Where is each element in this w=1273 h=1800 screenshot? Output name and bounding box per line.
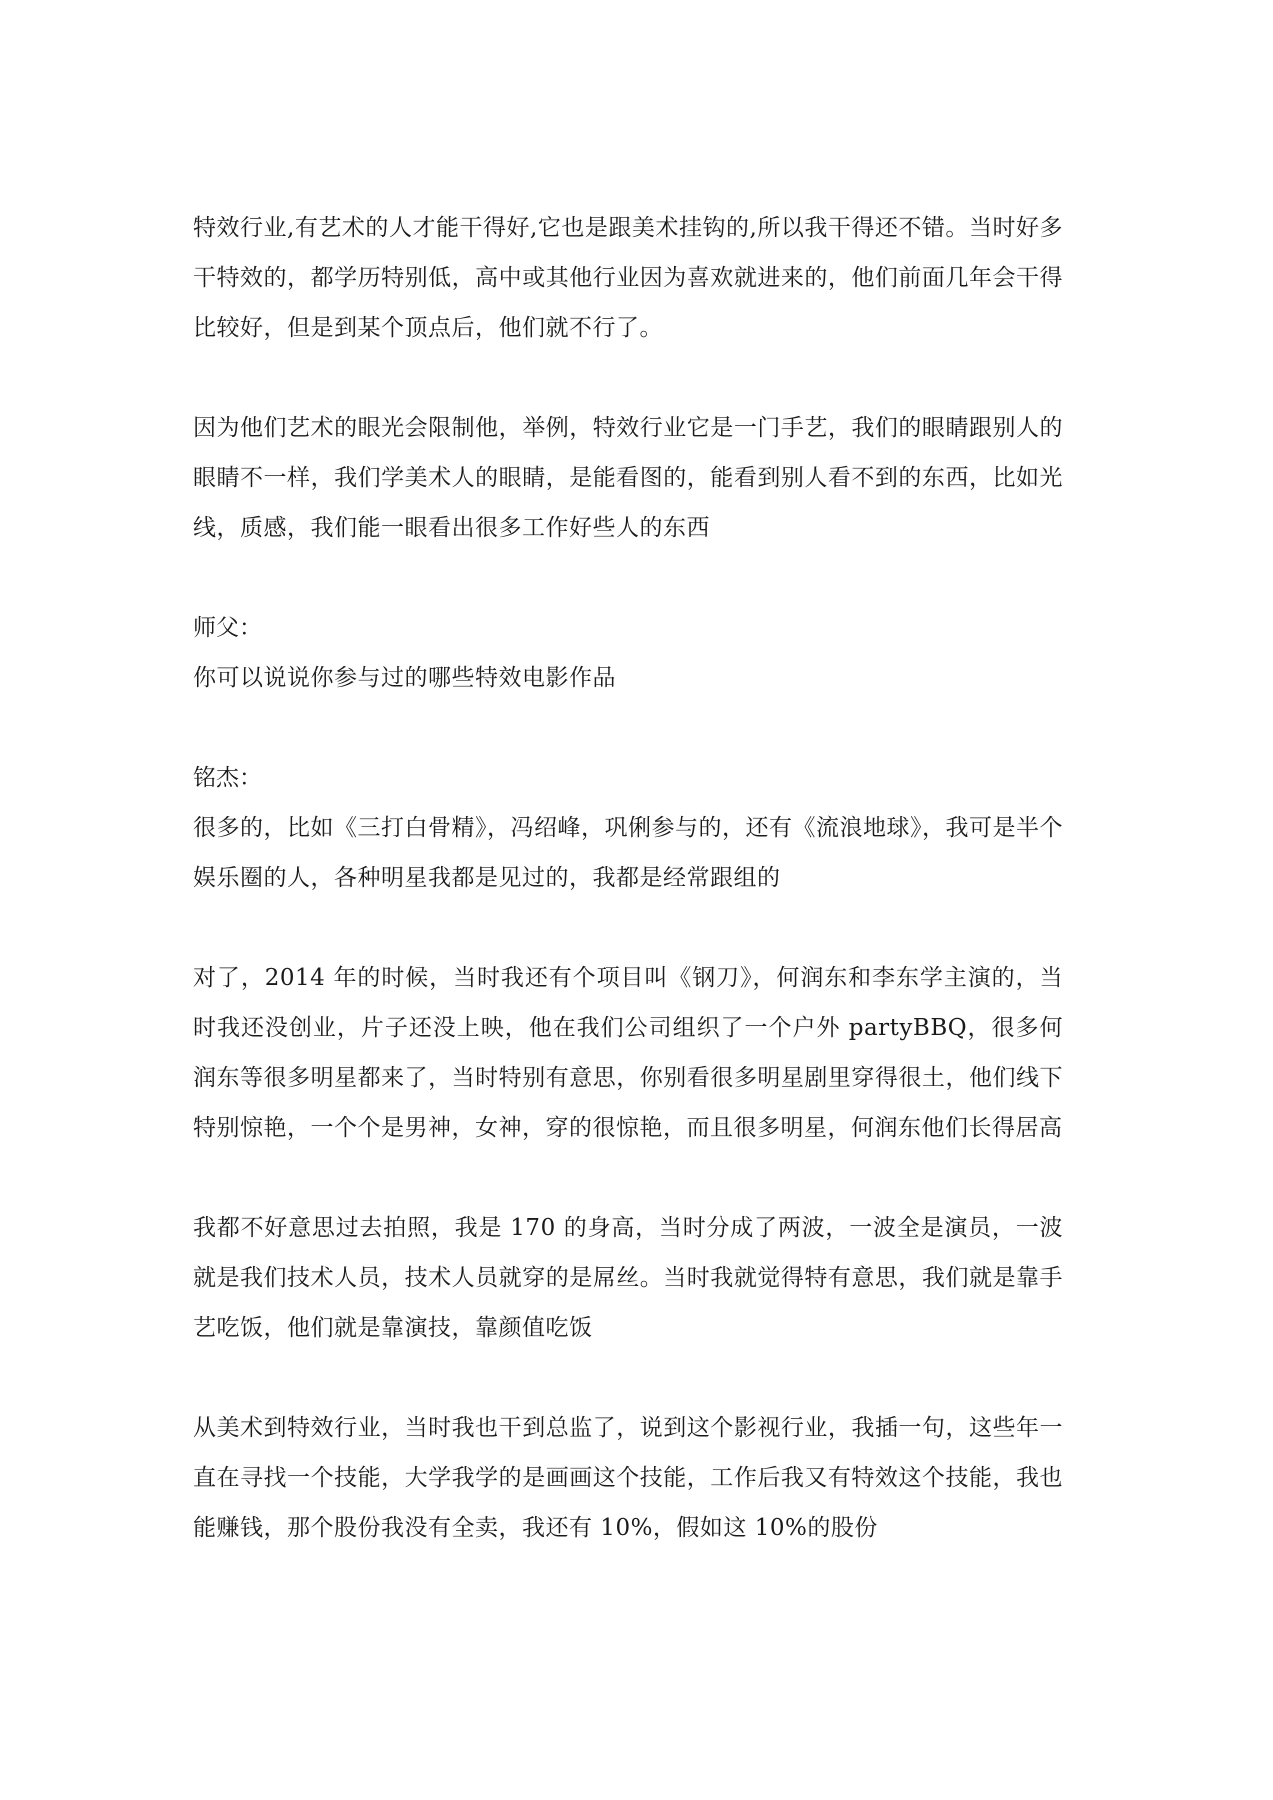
paragraph-spacer xyxy=(193,553,1063,603)
paragraph-spacer xyxy=(193,1153,1063,1203)
paragraph-vfx-artists: 特效行业,有艺术的人才能干得好,它也是跟美术挂钩的,所以我干得还不错。当时好多干特效的，都学历特别低，高中或其他行业因为喜欢就进来的，他们前面几年会干得比较好，但是到某个顶点后，他们就不行了。 xyxy=(193,215,1063,341)
paragraph-spacer xyxy=(193,903,1063,953)
document-body xyxy=(193,203,1063,1553)
paragraph-2014-project: 对了，2014 年的时候，当时我还有个项目叫《钢刀》，何润东和李东学主演的，当时我还没创业，片子还没上映，他在我们公司组织了一个户外 partyBBQ，很多何润东等很多明星都来了，当时特别有意思，你别看很多明星剧里穿得很土，他们线下特别惊艳，一个个是男神，女神，穿的很惊艳，而且很多明星，何润东他们长得居高 xyxy=(193,965,1063,1141)
paragraph-spacer xyxy=(193,1353,1063,1403)
paragraph-spacer xyxy=(193,703,1063,753)
speaker-label-mingjie: 铭杰： xyxy=(193,765,262,791)
speaker-label-master: 师父： xyxy=(193,615,262,641)
paragraph-artistic-eye: 因为他们艺术的眼光会限制他，举例，特效行业它是一门手艺，我们的眼睛跟别人的眼睛不一样，我们学美术人的眼睛，是能看图的，能看到别人看不到的东西，比如光线，质感，我们能一眼看出很多工作好些人的东西 xyxy=(193,415,1063,541)
paragraph-skills: 从美术到特效行业，当时我也干到总监了，说到这个影视行业，我插一句，这些年一直在寻找一个技能，大学我学的是画画这个技能，工作后我又有特效这个技能，我也能赚钱，那个股份我没有全卖，我还有 10%，假如这 10%的股份 xyxy=(193,1415,1063,1541)
dialog-answer: 很多的，比如《三打白骨精》，冯绍峰，巩俐参与的，还有《流浪地球》，我可是半个娱乐圈的人，各种明星我都是见过的，我都是经常跟组的 xyxy=(193,815,1063,891)
paragraph-photo-story: 我都不好意思过去拍照，我是 170 的身高，当时分成了两波，一波全是演员，一波就是我们技术人员，技术人员就穿的是屌丝。当时我就觉得特有意思，我们就是靠手艺吃饭，他们就是靠演技，靠颜值吃饭 xyxy=(193,1215,1063,1341)
dialog-question: 你可以说说你参与过的哪些特效电影作品 xyxy=(193,665,616,691)
paragraph-spacer xyxy=(193,353,1063,403)
